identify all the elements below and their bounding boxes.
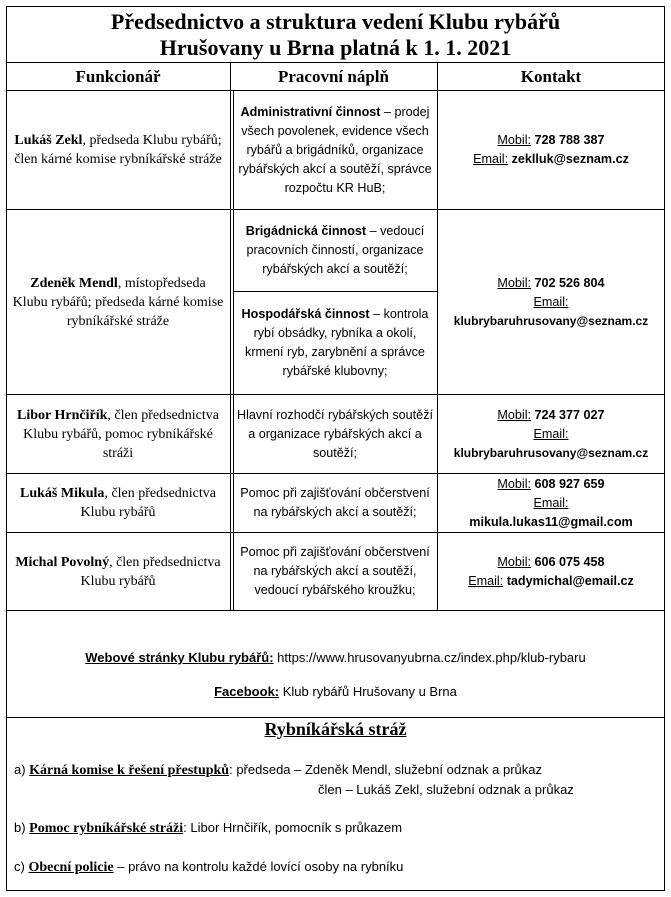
header-contact: Kontakt: [520, 67, 582, 86]
official-cell: [12, 533, 224, 610]
mobile-label: Mobil:: [497, 275, 532, 290]
document-title: [6, 6, 665, 62]
duty-title: Brigádnická činnost: [245, 224, 367, 238]
duty-cell: [236, 533, 434, 610]
guard-item-label: Pomoc rybníkářské stráži: [29, 821, 184, 836]
guard-title: Rybníkářská stráž: [264, 719, 407, 739]
official-name: Libor Hrnčiřík: [17, 407, 108, 423]
duty-cell: [236, 395, 434, 473]
facebook-text[interactable]: Klub rybářů Hrušovany u Brna: [279, 684, 457, 699]
duty-text: – prodej všech povolenek, evidence všech rybářů a brigádníků, organizace rybářských akcí a soutěží, správce rozpočtu KR HuB;: [238, 104, 432, 195]
email-address[interactable]: klubrybaruhrusovany@seznam.cz: [453, 445, 649, 460]
official-role: , člen předsednictva Klubu rybářů: [80, 486, 216, 520]
mobile-number: 728 788 387: [534, 133, 605, 147]
guard-item-text: : předseda – Zdeněk Mendl, služební odznak a průkaz: [229, 762, 543, 777]
divider: [6, 717, 665, 718]
contact-cell: [440, 474, 662, 532]
duty-title: Administrativní činnost: [240, 104, 381, 119]
official-role: , člen předsednictva Klubu rybářů: [80, 554, 221, 589]
duty-text: Pomoc při zajišťování občerstvení na rybářských akcí a soutěží, vedoucí rybářského kroužku;: [240, 545, 430, 597]
item-prefix: c): [14, 859, 29, 874]
official-cell: [12, 91, 224, 209]
column-divider: [233, 90, 234, 610]
header-official: Funkcionář: [75, 67, 161, 86]
guard-item-label: Kárná komise k řešení přestupků: [29, 763, 230, 778]
duty-text: – vedoucí pracovních činností, organizace rybářských akcí a soutěží;: [246, 224, 425, 276]
mobile-label: Mobil:: [497, 554, 532, 569]
email-label: Email:: [533, 426, 569, 441]
mobile-label: Mobil:: [497, 407, 532, 422]
website-url[interactable]: https://www.hrusovanyubrna.cz/index.php/klub-rybaru: [273, 650, 586, 665]
title-line-2: Hrušovany u Brna platná k 1. 1. 2021: [159, 35, 512, 60]
guard-item-a: [14, 760, 659, 780]
guard-item-b: [14, 818, 659, 838]
duty-text: Hlavní rozhodčí rybářských soutěží a organizace rybářských akcí a soutěží;: [237, 407, 433, 460]
official-name: Zdeněk Mendl: [30, 275, 118, 291]
official-cell: [12, 395, 224, 473]
website-label: Webové stránky Klubu rybářů:: [85, 650, 274, 665]
official-role: , místopředseda Klubu rybářů; předseda kárné komise rybníkářské stráže: [12, 275, 224, 329]
email-label: Email:: [533, 294, 569, 309]
facebook-label: Facebook:: [214, 684, 280, 699]
official-name: Michal Povolný: [15, 554, 110, 570]
mobile-label: Mobil:: [497, 133, 532, 147]
mobile-number: 724 377 027: [534, 407, 605, 422]
divider: [6, 610, 665, 611]
official-cell: [12, 210, 224, 394]
mobile-number: 702 526 804: [534, 275, 605, 290]
mobile-number: 606 075 458: [534, 554, 605, 569]
duty-cell: [236, 210, 434, 291]
email-label: Email:: [473, 152, 509, 166]
email-address[interactable]: klubrybaruhrusovany@seznam.cz: [453, 313, 649, 328]
header-job: Pracovní náplň: [278, 67, 389, 86]
official-name: Lukáš Zekl: [14, 133, 83, 148]
duty-cell: [236, 292, 434, 394]
duty-cell: [236, 474, 434, 532]
duty-text: – kontrola rybí obsádky, rybníka a okolí, krmení ryb, zarybnění a správce rybářské klubovny;: [245, 307, 429, 378]
contact-cell: [440, 395, 662, 473]
contact-cell: [440, 210, 662, 394]
website-line: [6, 650, 665, 670]
email-label: Email:: [533, 495, 569, 510]
email-address[interactable]: tadymichal@email.cz: [506, 573, 634, 588]
item-prefix: a): [14, 762, 30, 777]
guard-item-label: Obecní policie: [28, 860, 114, 875]
official-role: , člen předsednictva Klubu rybářů, pomoc rybníkářské stráži: [23, 407, 219, 461]
email-address[interactable]: zeklluk@seznam.cz: [511, 152, 629, 166]
email-label: Email:: [468, 573, 504, 588]
duty-cell: [236, 91, 434, 209]
guard-item-text: – právo na kontrolu každé lovící osoby na rybníku: [113, 859, 404, 874]
title-line-1: Předsednictvo a struktura vedení Klubu rybářů: [110, 9, 561, 34]
official-cell: [12, 474, 224, 532]
duty-text: Pomoc při zajišťování občerstvení na rybářských akcí a soutěží;: [240, 486, 430, 519]
contact-cell: [440, 533, 662, 610]
guard-item-a-line2: člen – Lukáš Zekl, služební odznak a průkaz: [318, 782, 574, 797]
mobile-label: Mobil:: [497, 476, 532, 491]
official-role: , předseda Klubu rybářů; člen kárné komise rybníkářské stráže: [14, 133, 222, 167]
column-divider: [230, 62, 231, 610]
facebook-line: [6, 684, 665, 704]
mobile-number: 608 927 659: [534, 476, 605, 491]
email-address[interactable]: mikula.lukas11@gmail.com: [469, 514, 633, 529]
official-name: Lukáš Mikula: [20, 486, 105, 501]
contact-cell: [440, 91, 662, 209]
guard-item-c: [14, 857, 659, 877]
guard-item-text: : Libor Hrnčiřík, pomocník s průkazem: [183, 820, 403, 835]
duty-title: Hospodářská činnost: [241, 307, 370, 321]
item-prefix: b): [14, 820, 30, 835]
column-divider: [437, 62, 438, 610]
